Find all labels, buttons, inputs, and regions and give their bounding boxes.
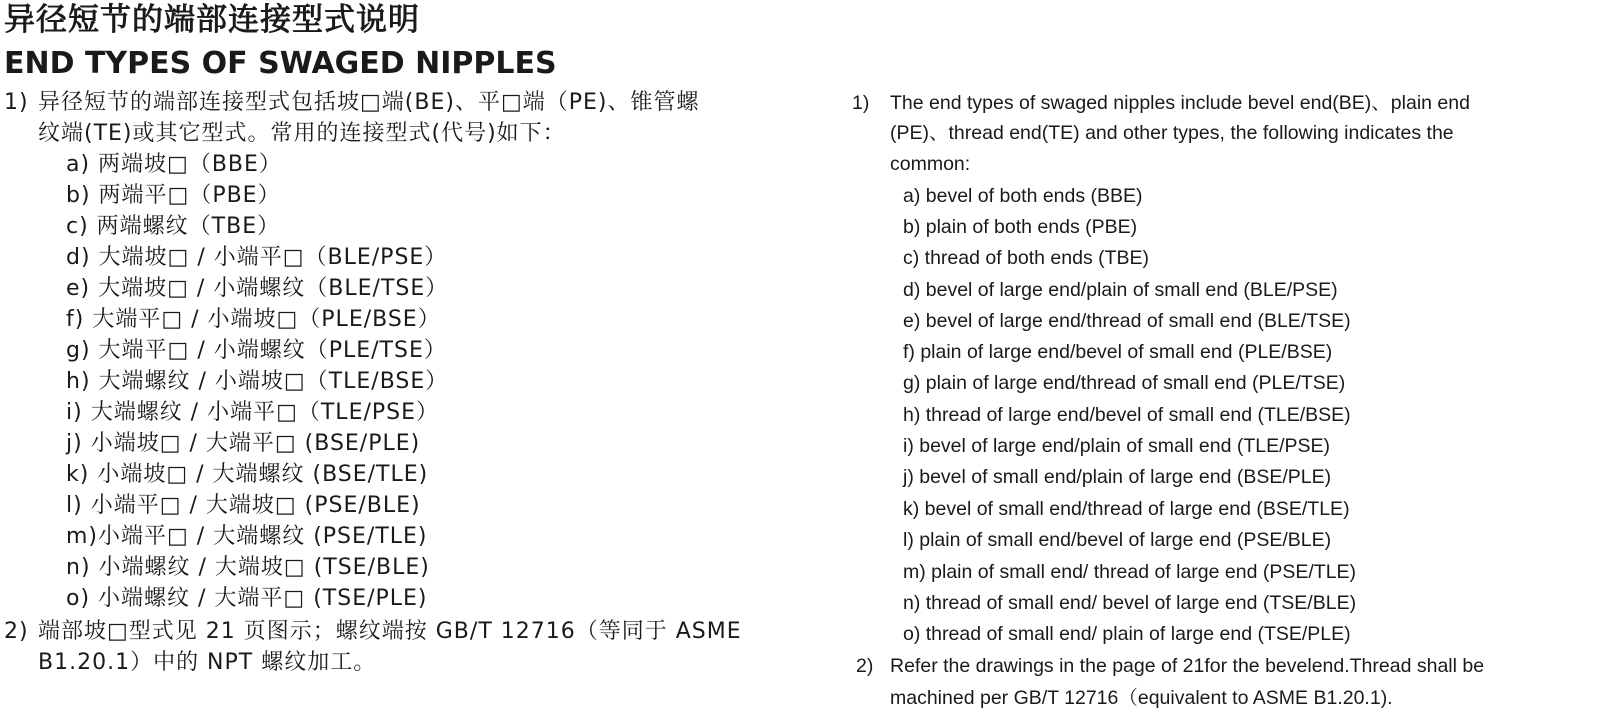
cn-list-item-l: l) 小端平□ / 大端坡□ (PSE/BLE) xyxy=(66,493,421,518)
page-title-chinese: 异径短节的端部连接型式说明 xyxy=(4,2,420,38)
cn-list-item-h: h) 大端螺纹 / 小端坡□（TLE/BSE） xyxy=(66,369,449,394)
en-paragraph-2-number: 2) xyxy=(856,655,874,677)
en-list-item-k: k) bevel of small end/thread of large end (BSE/TLE) xyxy=(903,498,1350,520)
en-paragraph-2-line-2: machined per GB/T 12716（equivalent to ASME B1.20.1). xyxy=(890,687,1393,709)
cn-list-item-f: f) 大端平□ / 小端坡□（PLE/BSE） xyxy=(66,307,441,332)
cn-list-item-d: d) 大端坡□ / 小端平□（BLE/PSE） xyxy=(66,245,448,270)
cn-list-item-e: e) 大端坡□ / 小端螺纹（BLE/TSE） xyxy=(66,276,449,301)
cn-list-item-a: a) 两端坡□（BBE） xyxy=(66,152,282,177)
cn-list-item-b: b) 两端平□（PBE） xyxy=(66,183,281,208)
en-list-item-m: m) plain of small end/ thread of large end (PSE/TLE) xyxy=(903,561,1357,583)
en-paragraph-1-line-1: The end types of swaged nipples include bevel end(BE)、plain end xyxy=(890,92,1470,114)
en-list-item-n: n) thread of small end/ bevel of large end (TSE/BLE) xyxy=(903,592,1357,614)
page-title-english: END TYPES OF SWAGED NIPPLES xyxy=(4,46,557,81)
en-list-item-a: a) bevel of both ends (BBE) xyxy=(903,185,1143,207)
cn-list-item-i: i) 大端螺纹 / 小端平□（TLE/PSE） xyxy=(66,400,440,425)
en-list-item-g: g) plain of large end/thread of small end (PLE/TSE) xyxy=(903,372,1346,394)
en-list-item-l: l) plain of small end/bevel of large end (PSE/BLE) xyxy=(903,529,1332,551)
en-list-item-e: e) bevel of large end/thread of small end (BLE/TSE) xyxy=(903,310,1351,332)
cn-paragraph-1-line-2: 纹端(TE)或其它型式。常用的连接型式(代号)如下： xyxy=(38,121,566,146)
en-list-item-f: f) plain of large end/bevel of small end (PLE/BSE) xyxy=(903,341,1333,363)
cn-list-item-n: n) 小端螺纹 / 大端坡□ (TSE/BLE) xyxy=(66,555,430,580)
cn-paragraph-2-number: 2) xyxy=(4,619,29,644)
en-list-item-o: o) thread of small end/ plain of large end (TSE/PLE) xyxy=(903,623,1351,645)
cn-paragraph-2-line-2: B1.20.1）中的 NPT 螺纹加工。 xyxy=(38,650,377,675)
cn-paragraph-2-line-1: 端部坡□型式见 21 页图示；螺纹端按 GB/T 12716（等同于 ASME xyxy=(38,619,742,644)
en-paragraph-1-line-2: (PE)、thread end(TE) and other types, the following indicates the xyxy=(890,122,1454,144)
en-list-item-i: i) bevel of large end/plain of small end (TLE/PSE) xyxy=(903,435,1331,457)
cn-list-item-g: g) 大端平□ / 小端螺纹（PLE/TSE） xyxy=(66,338,447,363)
cn-list-item-c: c) 两端螺纹（TBE） xyxy=(66,214,281,239)
en-paragraph-1-number: 1) xyxy=(852,92,870,114)
en-list-item-h: h) thread of large end/bevel of small end (TLE/BSE) xyxy=(903,404,1351,426)
en-list-item-b: b) plain of both ends (PBE) xyxy=(903,216,1138,238)
cn-list-item-m: m)小端平□ / 大端螺纹 (PSE/TLE) xyxy=(66,524,428,549)
cn-paragraph-1-number: 1) xyxy=(4,90,29,115)
en-list-item-d: d) bevel of large end/plain of small end (BLE/PSE) xyxy=(903,279,1338,301)
cn-paragraph-1-line-1: 异径短节的端部连接型式包括坡□端(BE)、平□端（PE)、锥管螺 xyxy=(38,90,700,115)
cn-list-item-j: j) 小端坡□ / 大端平□ (BSE/PLE) xyxy=(66,431,421,456)
cn-list-item-o: o) 小端螺纹 / 大端平□ (TSE/PLE) xyxy=(66,586,428,611)
en-paragraph-2-line-1: Refer the drawings in the page of 21for the bevelend.Thread shall be xyxy=(890,655,1485,677)
en-list-item-c: c) thread of both ends (TBE) xyxy=(903,247,1150,269)
en-paragraph-1-line-3: common: xyxy=(890,153,971,175)
en-list-item-j: j) bevel of small end/plain of large end (BSE/PLE) xyxy=(903,466,1332,488)
cn-list-item-k: k) 小端坡□ / 大端螺纹 (BSE/TLE) xyxy=(66,462,429,487)
